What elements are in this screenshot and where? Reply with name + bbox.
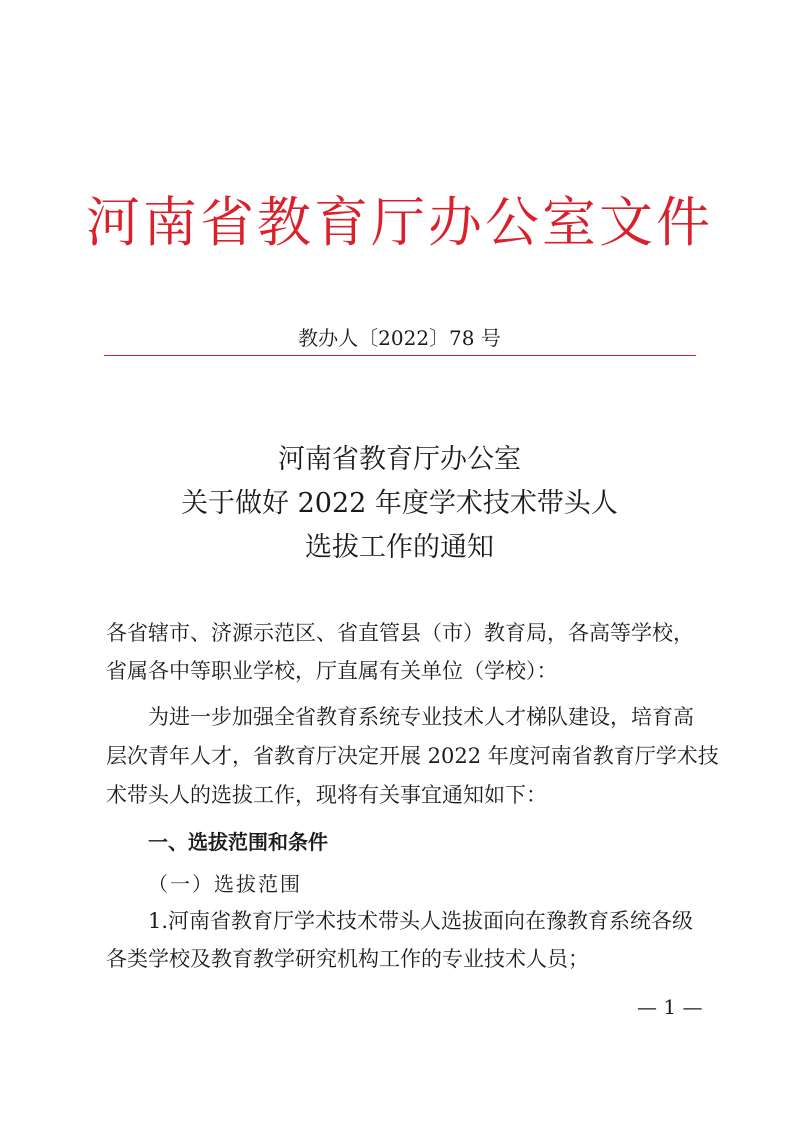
intro-line-2: 层次青年人才，省教育厅决定开展 2022 年度河南省教育厅学术技 <box>106 744 719 768</box>
notice-title-line-2: 关于做好 2022 年度学术技术带头人 <box>181 488 618 519</box>
addressee-line-1: 各省辖市、济源示范区、省直管县（市）教育局，各高等学校， <box>106 621 694 645</box>
document-number: 教办人〔2022〕78 号 <box>298 326 501 350</box>
item-1-line-1: 1.河南省教育厅学术技术带头人选拔面向在豫教育系统各级 <box>148 909 694 933</box>
subsection-heading-1: （一）选拔范围 <box>148 872 302 896</box>
header-divider <box>104 355 696 356</box>
notice-title-line-3: 选拔工作的通知 <box>305 532 494 563</box>
intro-line-1: 为进一步加强全省教育系统专业技术人才梯队建设，培育高 <box>148 705 694 729</box>
document-header-title: 河南省教育厅办公室文件 <box>86 191 713 254</box>
page-number: — 1 — <box>637 995 703 1019</box>
intro-line-3: 术带头人的选拔工作，现将有关事宜通知如下： <box>106 783 547 807</box>
addressee-line-2: 省属各中等职业学校，厅直属有关单位（学校）： <box>106 659 558 683</box>
item-1-line-2: 各类学校及教育教学研究机构工作的专业技术人员； <box>106 947 589 971</box>
section-heading-1: 一、选拔范围和条件 <box>148 830 328 854</box>
notice-title-line-1: 河南省教育厅办公室 <box>278 444 521 475</box>
